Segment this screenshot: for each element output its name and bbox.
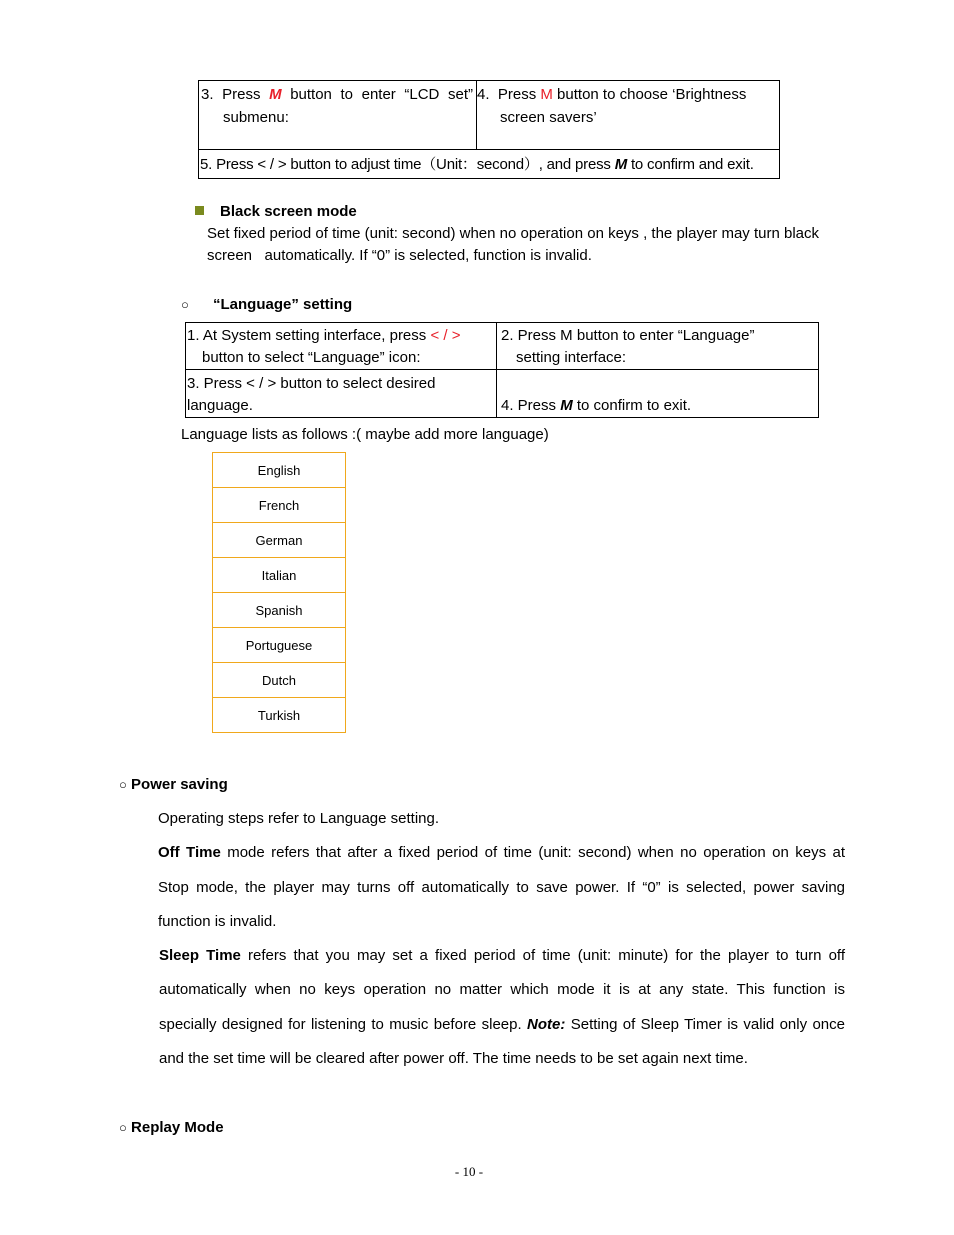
step-4-cell (477, 81, 779, 149)
black-screen-line2: screen automatically. If “0” is selected, function is invalid. (207, 247, 592, 264)
replay-mode-heading: Replay Mode (131, 1119, 224, 1136)
step-3-line2: submenu: (223, 109, 289, 126)
step-5-text: 5. Press < / > button to adjust time（Unit：second）, and press M to confirm and exit. (200, 156, 754, 173)
step-3-cell (199, 81, 477, 149)
m-key: M (540, 86, 553, 103)
page-number: - 10 - (454, 1164, 484, 1179)
circle-bullet-icon: ○ (181, 297, 189, 312)
replay-mode-heading-row (119, 1119, 224, 1137)
language-item: Italian (213, 558, 345, 593)
black-screen-line1: Set fixed period of time (unit: second) when no operation on keys , the player may turn black (207, 225, 819, 242)
language-item: Spanish (213, 593, 345, 628)
step-5-row (199, 149, 779, 179)
off-time-line2: Stop mode, the player may turns off automatically to save power. If “0” is selected, power saving (158, 879, 845, 896)
language-list-intro: Language lists as follows :( maybe add more language) (181, 426, 549, 443)
power-saving-heading-row (119, 776, 228, 794)
sleep-time-line1: Sleep Time refers that you may set a fixed period of time (unit: minute) for the player to turn off (159, 947, 845, 964)
power-saving-heading: Power saving (131, 776, 228, 793)
m-key: M (560, 397, 573, 414)
off-time-line3: function is invalid. (158, 913, 277, 930)
sleep-time-line3: specially designed for listening to music before sleep. Note: Setting of Sleep Timer is valid only once (159, 1016, 845, 1033)
language-item: Turkish (257, 707, 301, 723)
black-screen-heading: Black screen mode (220, 203, 357, 220)
step-3-line1: 3. Press M button to enter “LCD set” (201, 86, 474, 103)
language-item: Dutch (213, 663, 345, 698)
language-item: French (213, 488, 345, 523)
lang-step-4-cell: 4. Press M to confirm to exit. (501, 397, 692, 414)
language-steps-table (185, 322, 819, 418)
sleep-time-line4: and the set time will be cleared after power off. The time needs to be set again next time. (159, 1050, 748, 1067)
language-item: Portuguese (213, 628, 345, 663)
lang-step-1-cell: 1. At System setting interface, press < / > button to select “Language” icon: (187, 327, 461, 366)
circle-bullet-icon: ○ (119, 777, 127, 792)
m-key: M (614, 156, 627, 173)
circle-bullet-icon: ○ (119, 1120, 127, 1135)
note-label: Note: (527, 1016, 566, 1033)
arrow-keys: < / > (430, 327, 461, 344)
sleep-time-line2: automatically when no keys operation no matter which mode it is at any state. This function is (159, 981, 845, 998)
step-4-line2: screen savers’ (500, 109, 597, 126)
power-saving-p1: Operating steps refer to Language setting. (158, 810, 440, 827)
language-item: German (213, 523, 345, 558)
lcd-steps-table (198, 80, 780, 179)
off-time-line1: Off Time mode refers that after a fixed period of time (unit: second) when no operation on keys at (158, 844, 845, 861)
lang-step-3-cell: 3. Press < / > button to select desired language. (187, 375, 436, 414)
language-item: English (213, 453, 345, 488)
square-bullet-icon (195, 206, 204, 215)
language-setting-heading: “Language” setting (213, 296, 353, 313)
language-list (212, 452, 346, 733)
lang-step-2-cell: 2. Press M button to enter “Language” setting interface: (501, 327, 755, 366)
m-key: M (269, 86, 282, 103)
step-4-line1: 4. Press M button to choose ‘Brightness (477, 86, 747, 103)
